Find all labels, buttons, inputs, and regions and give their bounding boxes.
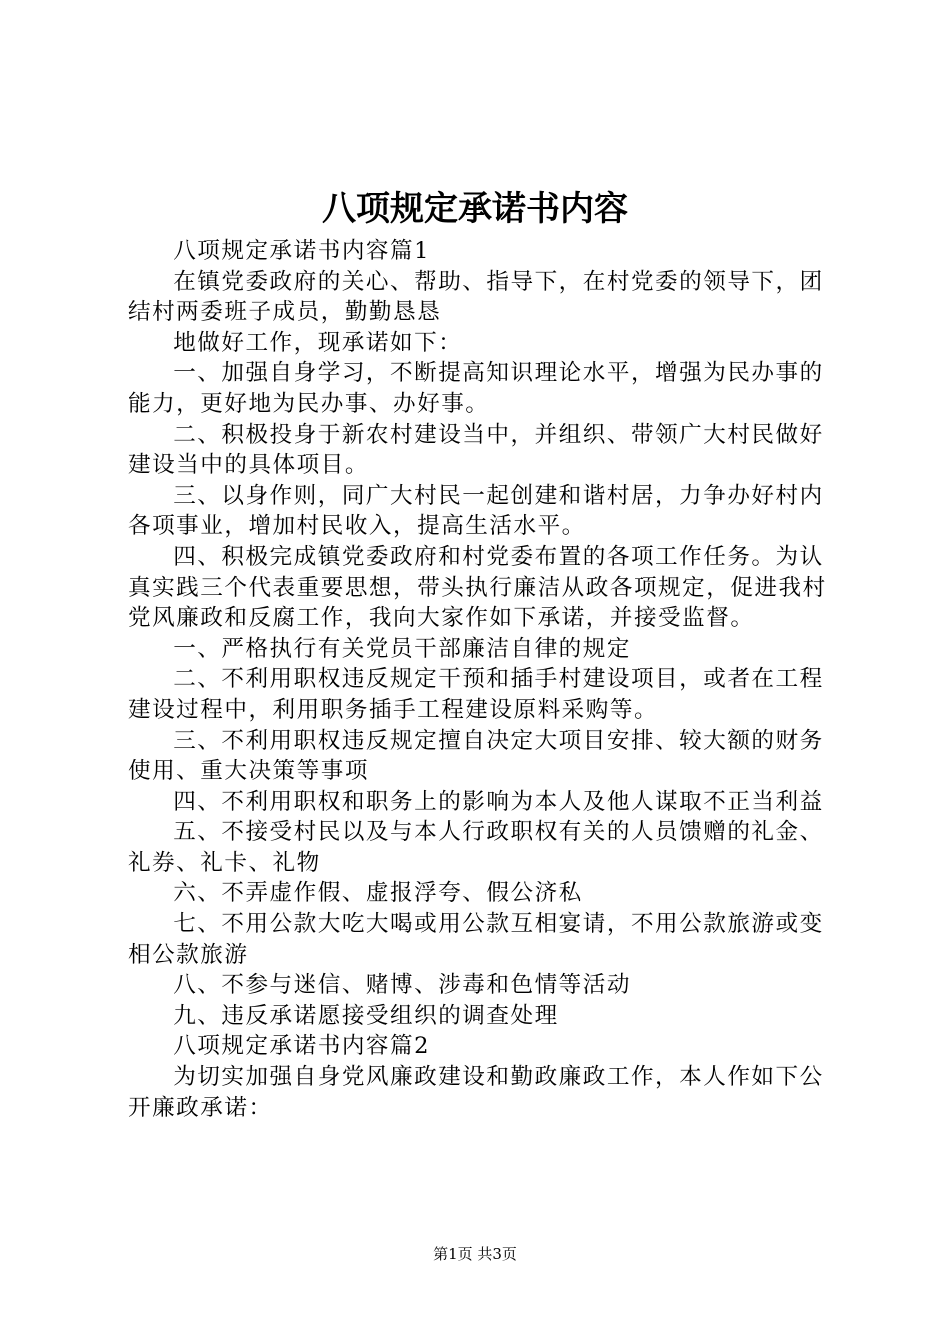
paragraph: 在镇党委政府的关心、帮助、指导下，在村党委的领导下，团结村两委班子成员，勤勤恳恳 <box>128 268 824 326</box>
paragraph: 一、严格执行有关党员干部廉洁自律的规定 <box>173 635 631 662</box>
paragraph: 六、不弄虚作假、虚报浮夸、假公济私 <box>173 880 583 907</box>
paragraph: 二、不利用职权违反规定干预和插手村建设项目，或者在工程建设过程中，利用职务插手工程建设原料采购等。 <box>128 666 824 723</box>
page-footer: 第1页 共3页 <box>433 1245 517 1263</box>
paragraph: 八、不参与迷信、赌博、涉毒和色情等活动 <box>173 972 631 999</box>
document-body <box>128 236 834 1123</box>
paragraph: 五、不接受村民以及与本人行政职权有关的人员馈赠的礼金、礼券、礼卡、礼物 <box>128 819 824 876</box>
paragraph: 为切实加强自身党风廉政建设和勤政廉政工作，本人作如下公开廉政承诺： <box>128 1064 824 1121</box>
paragraph: 二、积极投身于新农村建设当中，并组织、带领广大村民做好建设当中的具体项目。 <box>128 421 824 479</box>
paragraph: 九、违反承诺愿接受组织的调查处理 <box>173 1002 559 1029</box>
paragraph: 四、不利用职权和职务上的影响为本人及他人谋取不正当利益 <box>173 788 824 815</box>
paragraph: 七、不用公款大吃大喝或用公款互相宴请，不用公款旅游或变相公款旅游 <box>128 911 824 968</box>
paragraph: 四、积极完成镇党委政府和村党委布置的各项工作任务。为认真实践三个代表重要思想，带头执行廉洁从政各项规定，促进我村党风廉政和反腐工作，我向大家作如下承诺，并接受监督。 <box>128 543 827 632</box>
document-title: 八项规定承诺书内容 <box>322 189 628 229</box>
paragraph: 三、以身作则，同广大村民一起创建和谐村居，力争办好村内各项事业，增加村民收入，提高生活水平。 <box>128 482 824 540</box>
paragraph: 八项规定承诺书内容篇1 <box>173 238 430 264</box>
paragraph: 三、不利用职权违反规定擅自决定大项目安排、较大额的财务使用、重大决策等事项 <box>128 727 824 785</box>
paragraph: 地做好工作，现承诺如下： <box>173 329 463 356</box>
paragraph: 一、加强自身学习，不断提高知识理论水平，增强为民办事的能力，更好地为民办事、办好事。 <box>128 360 824 417</box>
paragraph: 八项规定承诺书内容篇2 <box>173 1033 430 1060</box>
